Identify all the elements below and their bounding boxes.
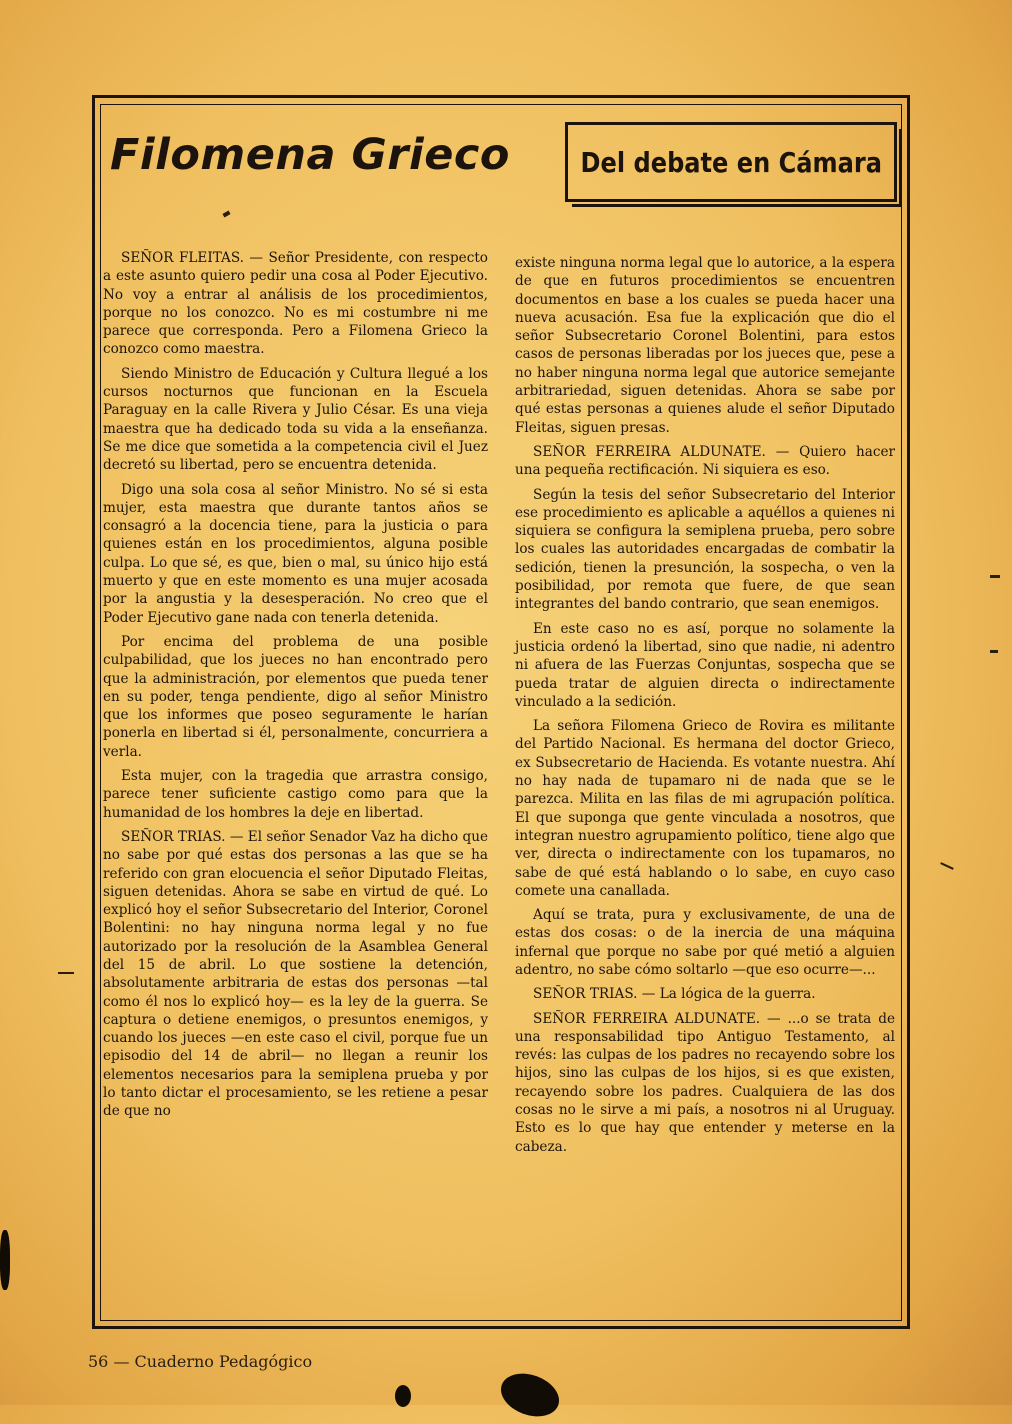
paragraph: Según la tesis del señor Subsecretario del Interior ese procedimiento es aplicable a aquéllos a quienes ni siquiera se configura la semiplena prueba, pero sobre los cuales las autoridades encargadas de combatir la sedición, tienen la presunción, la sospecha, o ven la posibilidad, por remota que fuere, de que sean integrantes del bando contrario, que sean enemigos. [515,486,895,613]
paragraph: Por encima del problema de una posible culpabilidad, que los jueces no han encontrado pero que la administración, por elementos que pueda tener en su poder, tenga pendiente, digo al señor Ministro que los informes que poseo seguramente le harían ponerla en libertad si él, personalmente, concurriera a verla. [103,633,488,760]
scan-mark [990,575,1000,578]
column-right [515,254,895,1162]
ink-blot [395,1385,411,1407]
paragraph: SEÑOR TRIAS. — La lógica de la guerra. [533,986,816,1003]
ink-blot [495,1366,565,1424]
paragraph: SEÑOR FLEITAS. — Señor Presidente, con respecto a este asunto quiero pedir una cosa al Poder Ejecutivo. No voy a entrar al análisis de los procedimientos, porque no los conozco. No es mi costumbre ni me parece que corresponda. Pero a Filomena Grieco la conozco como maestra. [103,250,488,358]
section-box [565,122,897,202]
paragraph: Siendo Ministro de Educación y Cultura llegué a los cursos nocturnos que funcionan en la Escuela Paraguay en la calle Rivera y Julio César. Es una vieja maestra que ha dedicado toda su vida a la enseñanza. Se me dice que sometida a la competencia civil el Juez decretó su libertad, pero se encuentra detenida. [103,365,488,474]
section-label: Del debate en Cámara [580,145,882,179]
scan-mark [990,650,998,653]
scan-mark [58,972,74,974]
ink-blot [0,1230,10,1290]
paragraph: SEÑOR TRIAS. — El señor Senador Vaz ha dicho que no sabe por qué estas dos personas a las que se ha referido con gran elocuencia el señor Diputado Fleitas, siguen detenidas. Ahora se sabe en virtud de qué. Lo explicó hoy el señor Subsecretario del Interior, Coronel Bolentini: no hay ninguna norma legal y no fue autorizado por la resolución de la Asamblea General del 15 de abril. Lo que sostiene la detención, absolutamente arbitraria de estas dos personas —tal como él nos lo explicó hoy— es la ley de la guerra. Se captura o detiene enemigos, o presuntos enemigos, y cuando los jueces —en este caso el civil, porque fue un episodio del 14 de abril— no llegan a reunir los elementos necesarios para la semiplena prueba y por lo tanto dictar el procesamiento, se les retiene a pesar de que no [103,828,488,1120]
paragraph: En este caso no es así, porque no solamente la justicia ordenó la libertad, sino que nadie, ni adentro ni afuera de las Fuerzas Conjuntas, sospecha que se pueda tratar de alguien directa o indirectamente vinculado a la sedición. [515,620,895,710]
paragraph: SEÑOR FERREIRA ALDUNATE. — Quiero hacer una pequeña rectificación. Ni siquiera es eso. [515,443,895,479]
paragraph: La señora Filomena Grieco de Rovira es militante del Partido Nacional. Es hermana del doctor Grieco, ex Subsecretario de Hacienda. Es votante nuestra. Ahí no hay nada de tupamaro ni de nada que se le parezca. Milita en las filas de mi agrupación política. El que suponga que gente vinculada a nosotros, que integran nuestro agrupamiento político, tiene algo que ver, directa o indirectamente con los tupamaros, no sabe de qué está hablando o lo sabe, en cuyo caso comete una canallada. [515,718,895,899]
page-footer: 56 — Cuaderno Pedagógico [88,1352,313,1371]
column-left [103,249,488,1127]
paragraph: existe ninguna norma legal que lo autorice, a la espera de que en futuros procedimientos se encuentren documentos en base a los cuales se pueda hacer una nueva acusación. Esa fue la explicación que dio el señor Subsecretario Coronel Bolentini, para estos casos de personas liberadas por los jueces que, pese a no haber ninguna norma legal que autorice semejante arbitrariedad, siguen detenidas. Ahora se sabe por qué estas personas a quienes alude el señor Diputado Fleitas, siguen presas. [515,255,895,436]
paragraph: Digo una sola cosa al señor Ministro. No sé si esta mujer, esta maestra que durante tantos años se consagró a la docencia tiene, para la justicia o para quienes están en los procedimientos, alguna posible culpa. Lo que sé, es que, bien o mal, su único hijo está muerto y que en este momento es una mujer acosada por la angustia y la desesperación. No creo que el Poder Ejecutivo gane nada con tenerla detenida. [103,481,488,626]
paragraph: Aquí se trata, pura y exclusivamente, de una de estas dos cosas: o de la inercia de una máquina infernal que porque no sabe por qué metió a alguien adentro, no sabe cómo soltarlo —que eso ocurre—... [515,907,895,978]
scan-mark [940,862,954,870]
paragraph: SEÑOR FERREIRA ALDUNATE. — ...o se trata de una responsabilidad tipo Antiguo Testamento, al revés: las culpas de los padres no recayendo sobre los hijos, sino las culpas de los hijos, si es que existen, recayendo sobre los padres. Cualquiera de las dos cosas no le sirve a mi país, a nosotros ni al Uruguay. Esto es lo que hay que entender y meterse en la cabeza. [515,1010,895,1155]
paragraph: Esta mujer, con la tragedia que arrastra consigo, parece tener suficiente castigo como para que la humanidad de los hombres la deje en libertad. [103,768,488,821]
article-title: Filomena Grieco [110,130,510,180]
